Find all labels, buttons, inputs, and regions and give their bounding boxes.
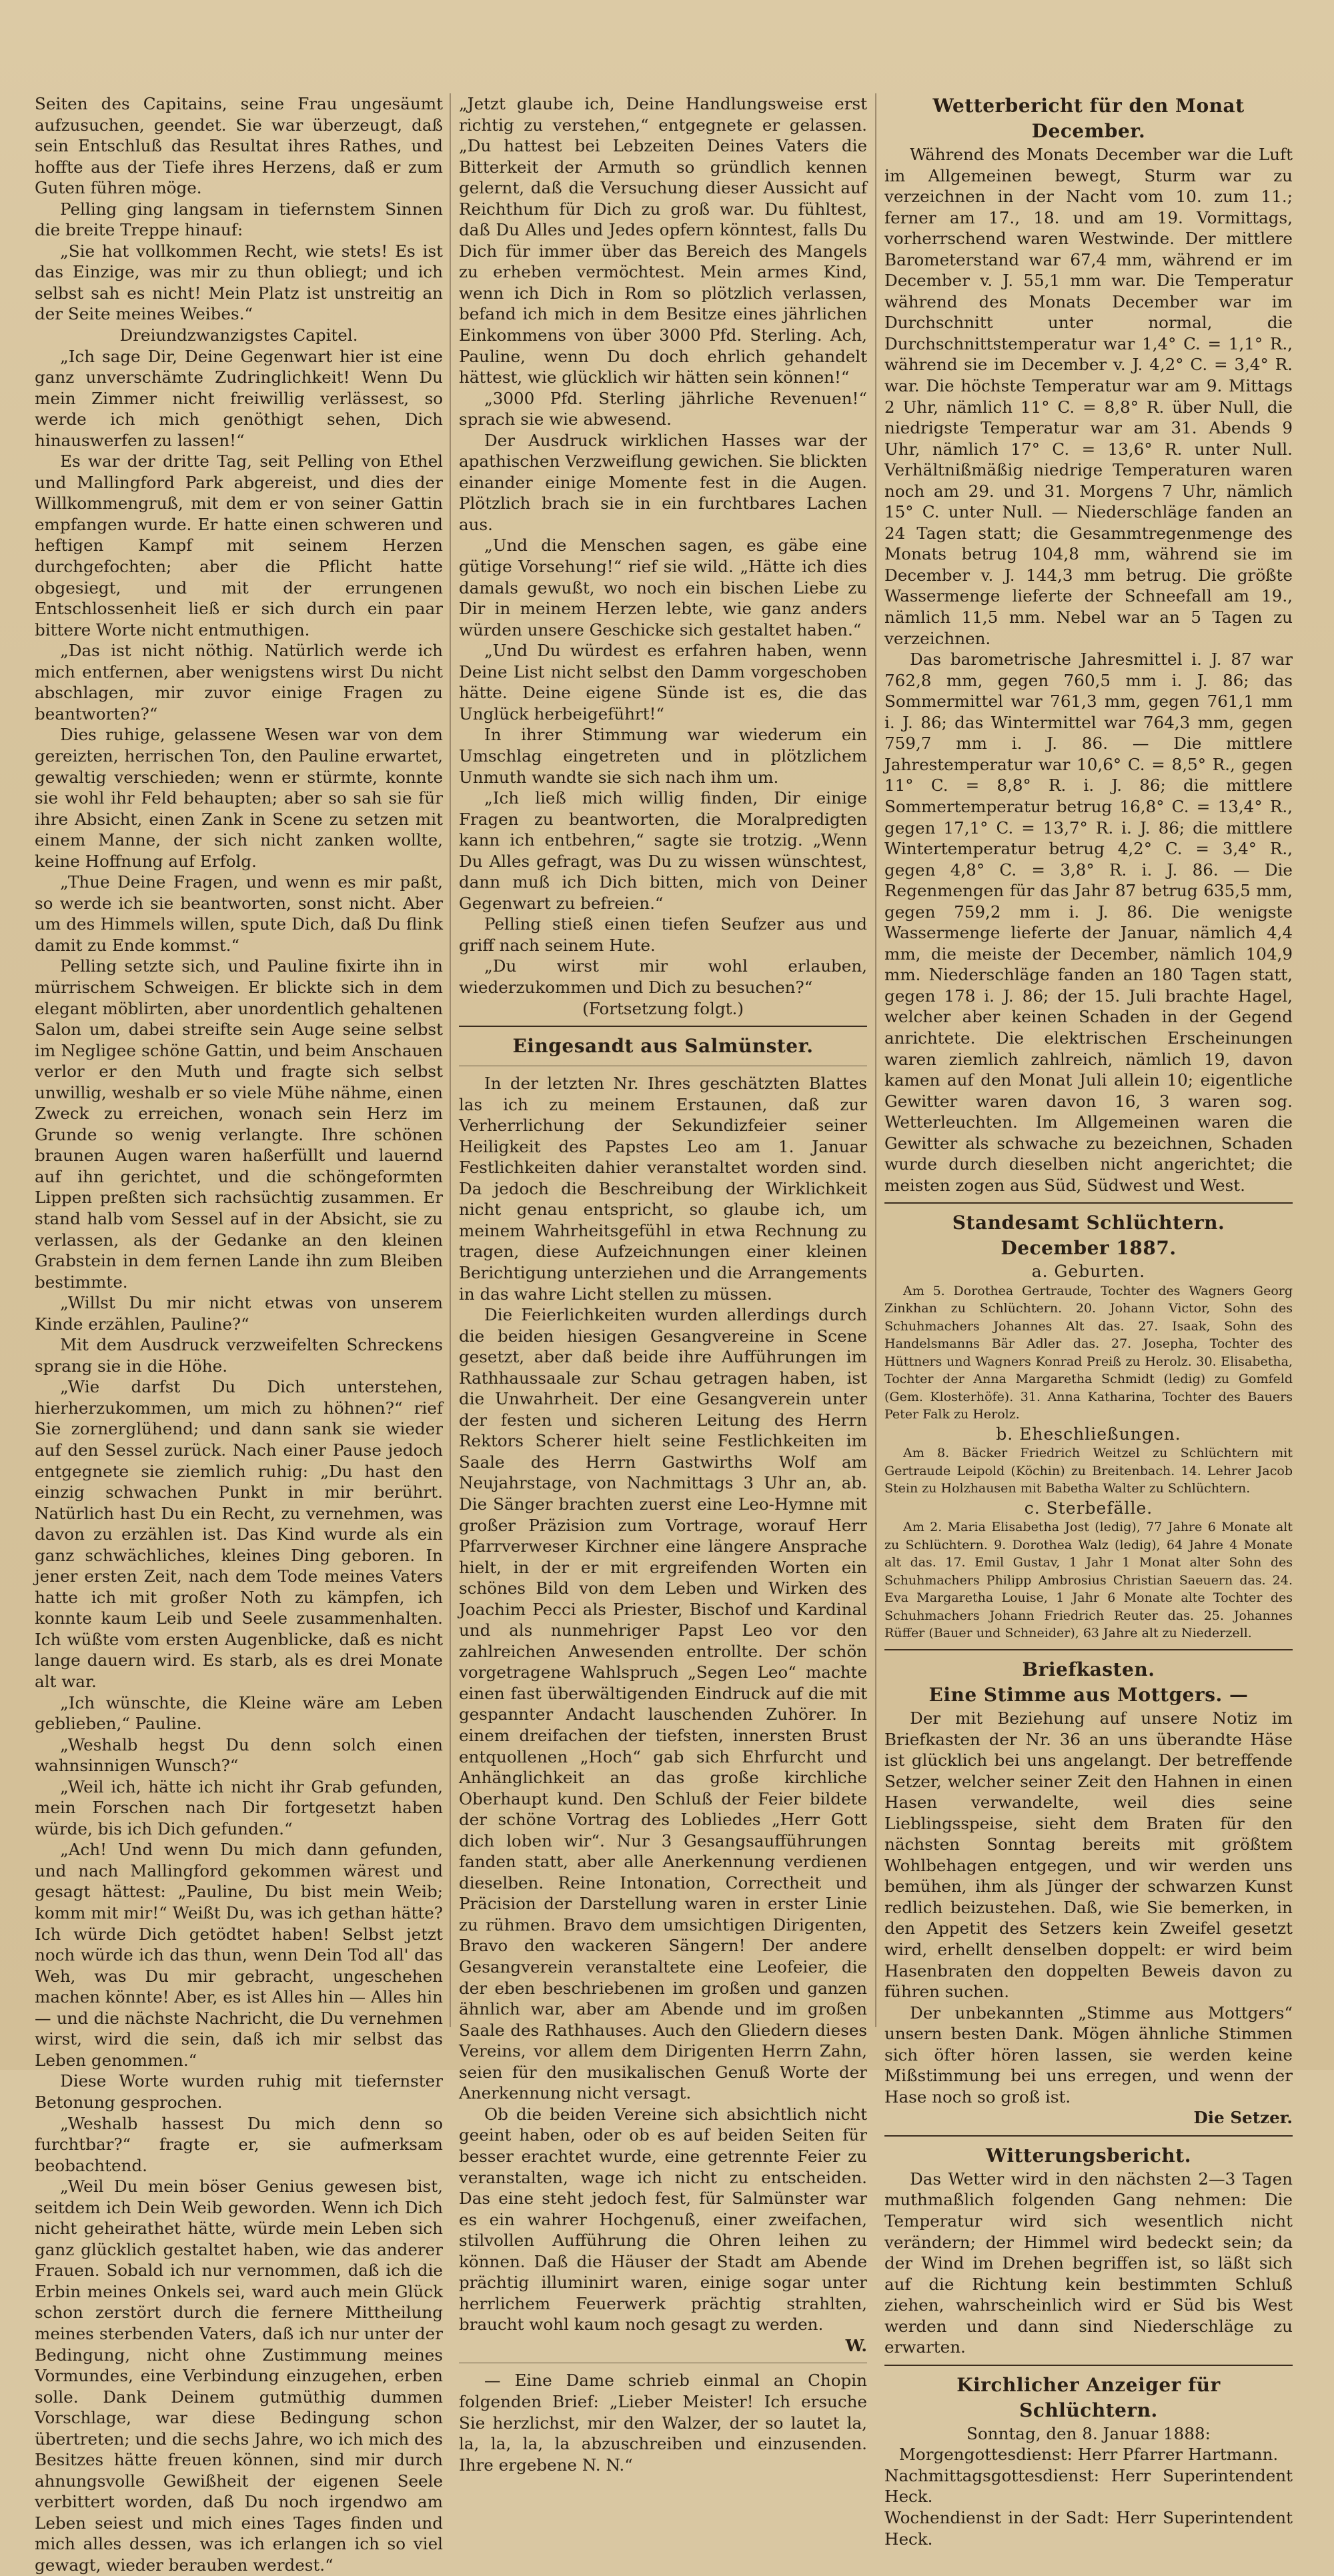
paragraph: „Weil Du mein böser Genius gewesen bist, seitdem ich Dein Weib geworden. Wenn ich Dich nicht geheirathet hätte, würde mein Leben sich ganz glücklich gestaltet haben, wie das anderer Frauen. Sobald ich nur vernommen, daß ich die Erbin meines Onkels sei, ward auch mein Glück schon zerstört durch die fernere Mittheilung meines sterbenden Vaters, daß ich nur unter der Bedingung, nicht ohne Zustimmung meines Vormundes, eine Verbindung einzugehen, erben solle. Dank Deinem gutmüthig dummen Vorschlage, war diese Bedingung schon übertreten; und die sechs Jahre, wo ich mich des Besitzes hätte freuen können, sind mir durch ahnungsvolle Gewißheit der eigenen Seele verbittert worden, daß Du noch irgendwo am Leben seiest und mich eines Tages finden und mich alles dessen, was ich erlangen ich so viel gewagt, wieder berauben werdest.“	[35, 2177, 443, 2575]
paragraph: „Wie darfst Du Dich unterstehen, hierherzukommen, um mich zu höhnen?“ rief Sie zornerglühend; und dann sank sie wieder auf den Sessel zurück. Nach einer Pause jedoch entgegnete sie ziemlich ruhig: „Du hast den einzig schwachen Punkt in mir berührt. Natürlich hast Du ein Recht, zu vernehmen, was davon zu erzählen ist. Das Kind wurde als ein ganz schwächliches, kleines Ding geboren. In jener ersten Zeit, nach dem Tode meines Vaters hatte ich mit großer Noth zu kämpfen, ich konnte kaum Leib und Seele zusammenhalten. Ich wüßte vom ersten Augenblicke, daß es nicht lange dauern wird. Es starb, als es drei Monate alt war.	[35, 1377, 443, 1692]
forecast-heading: Witterungsbericht.	[986, 2144, 1191, 2167]
births-heading: a. Geburten.	[1031, 1262, 1146, 1282]
paragraph: „Ich ließ mich willig finden, Dir einige Fragen zu beantworten, die Moralpredigten kann ich entbehren,“ sagte sie trotzig. „Wenn Du Alles gefragt, was Du zu wissen wünschtest, dann muß ich Dich bitten, mich von Deiner Gegenwart zu befreien.“	[459, 788, 867, 913]
section-divider	[459, 1026, 867, 1027]
column-2	[459, 93, 867, 2475]
paragraph: Diese Worte wurden ruhig mit tiefernster Betonung gesprochen.	[35, 2071, 443, 2112]
paragraph: „Weil ich, hätte ich nicht ihr Grab gefunden, mein Forschen nach Dir fortgesetzt haben würde, bis ich Dich gefunden.“	[35, 1776, 443, 1838]
letterbox-signature: Die Setzer.	[1193, 2108, 1293, 2128]
paragraph: In der letzten Nr. Ihres geschätzten Blattes las ich zu meinem Erstaunen, daß zur Verherrlichung der Sekundizfeier seiner Heiligkeit des Papstes Leo am 1. Januar Festlichkeiten dahier veranstaltet worden sind. Da jedoch die Beschreibung der Wirklichkeit nicht genau entspricht, so glaube ich, um meinem Wahrheitsgefühl in etwa Rechnung zu tragen, diese Aufzeichnungen einer kleinen Berichtigung unterziehen und die Arrangements in das wahre Licht stellen zu müssen.	[459, 1074, 867, 1304]
paragraph: „Du wirst mir wohl erlauben, wiederzukommen und Dich zu besuchen?“	[459, 956, 867, 997]
service-line: Nachmittagsgottesdienst: Herr Superintendent Heck.	[884, 2465, 1293, 2507]
paragraph: Ob die beiden Vereine sich absichtlich nicht geeint haben, oder ob es auf beiden Seiten für besser erachtet wurde, eine getrennte Feier zu veranstalten, wage ich nicht zu entscheiden. Das eine steht jedoch fest, für Salmünster war es ein wahrer Hochgenuß, einer zweifachen, stilvollen Aufführung die Ohren leihen zu können. Daß die Häuser der Stadt am Abende prächtig illuminirt waren, einige sogar unter herrlichem Feuerwerk prächtig strahlten, braucht wohl kaum noch gesagt zu werden.	[459, 2104, 867, 2335]
service-line: Wochendienst in der Sadt: Herr Superintendent Heck.	[884, 2508, 1293, 2549]
paragraph: „Weshalb hassest Du mich denn so furchtbar?“ fragte er, sie aufmerksam beobachtend.	[35, 2113, 443, 2175]
service-line: Morgengottesdienst: Herr Pfarrer Hartmann.	[898, 2445, 1279, 2465]
deaths-heading: c. Sterbefälle.	[1024, 1498, 1153, 1518]
paragraph: Dies ruhige, gelassene Wesen war von dem gereizten, herrischen Ton, den Pauline erwartet, gewaltig verschieden; wenn er stürmte, konnte sie wohl ihr Feld behaupten; aber so sah sie für ihre Absicht, einen Zank in Scene zu setzen mit einem Manne, der sich nicht zanken wollte, keine Hoffnung auf Erfolg.	[35, 725, 443, 871]
paragraph: „Ach! Und wenn Du mich dann gefunden, und nach Mallingford gekommen wärest und gesagt hättest: „Pauline, Du bist mein Weib; komm mit mir!“ Weißt Du, was ich gethan hätte? Ich würde Dich getödtet haben! Selbst jetzt noch würde ich das thun, wenn Dein Tod all' das Weh, was Du mir gebracht, ungeschehen machen könnte! Aber, es ist Alles hin — Alles hin — und die nächste Nachricht, die Du vernehmen wirst, wird die sein, daß ich mir selbst das Leben genommen.“	[35, 1840, 443, 2070]
column-rule-left	[450, 93, 451, 2027]
column-rule-right	[875, 93, 876, 2027]
registry-subheading: December 1887.	[1000, 1237, 1177, 1260]
church-notice-heading: Kirchlicher Anzeiger für Schlüchtern.	[956, 2373, 1221, 2421]
letterbox-heading: Briefkasten.	[1022, 1658, 1155, 1680]
paragraph: Pelling setzte sich, und Pauline fixirte ihn in mürrischem Schweigen. Er blickte sich in dem elegant möblirten, aber unordentlich gehaltenen Salon um, dabei streifte sein Auge seine selbst im Negligee schöne Gattin, und beim Anschauen verlor er den Muth und fragte sich selbst unwillig, weshalb er so viele Mühe nähme, einen Zweck zu erreichen, wonach sein Herz im Grunde so wenig verlangte. Ihre schönen braunen Augen waren haßerfüllt und lauernd auf ihn gerichtet, und die schöngeformten Lippen preßten sich rachsüchtig zusammen. Er stand halb vom Sessel auf in der Absicht, sie zu verlassen, als der Gedanke an den kleinen Grabstein in dem fernen Lande ihn zum Bleiben bestimmte.	[35, 956, 443, 1292]
weather-report-heading: Wetterbericht für den Monat December.	[932, 95, 1245, 142]
paragraph: Der Ausdruck wirklichen Hasses war der apathischen Verzweiflung gewichen. Sie blickten einander einige Momente fest in die Augen. Plötzlich brach sie in ein furchtbares Lachen aus.	[459, 430, 867, 534]
column-1	[35, 93, 443, 2575]
paragraph: Es war der dritte Tag, seit Pelling von Ethel und Mallingford Park abgereist, und dies der Willkommengruß, mit dem er von seiner Gattin empfangen wurde. Er hatte einen schweren und heftigen Kampf mit seinem Herzen durchgefochten; aber die Pflicht hatte obgesiegt, und mit der errungenen Entschlossenheit ließ er sich durch ein paar bittere Worte nicht entmuthigen.	[35, 451, 443, 639]
paragraph: „Und die Menschen sagen, es gäbe eine gütige Vorsehung!“ rief sie wild. „Hätte ich dies damals gewußt, wo noch ein bischen Liebe zu Dir in meinem Herzen lebte, wie ganz anders würden unsere Geschicke sich gestaltet haben.“	[459, 535, 867, 639]
paragraph: Der mit Beziehung auf unsere Notiz im Briefkasten der Nr. 36 an uns überandte Häse ist glücklich bei uns angelangt. Der betreffende Setzer, welcher seiner Zeit den Hahnen in einen Hasen verwandelte, weil dies seine Lieblingsspeise, sieht dem Braten für den nächsten Sonntag bereits mit größtem Wohlbehagen entgegen, und wir werden uns bemühen, ihm als Jünger der schwarzen Kunst redlich beizustehen. Daß, wie Sie bemerken, in den Appetit des Setzers kein Zweifel gesetzt wird, erhellt denselben doppelt: er wird beim Hasenbraten den doppelten Beweis davon zu führen suchen.	[884, 1708, 1293, 2002]
continuation-note: (Fortsetzung folgt.)	[582, 998, 744, 1018]
births-list: Am 5. Dorothea Gertraude, Tochter des Wagners Georg Zinkhan zu Schlüchtern. 20. Johann Victor, Sohn des Schuhmachers Johannes Alt das. 27. Isaak, Sohn des Handelsmanns Bär Adler das. 27. Josepha, Tochter des Hüttners und Wagners Konrad Preiß zu Herolz. 30. Elisabetha, Tochter der Anna Margaretha Schmidt (ledig) zu Gomfeld (Gem. Klosterhöfe). 31. Anna Katharina, Tochter des Bauers Peter Falk zu Herolz.	[884, 1283, 1293, 1422]
paragraph: „Ich wünschte, die Kleine wäre am Leben geblieben,“ Pauline.	[35, 1692, 443, 1734]
paragraph: Das barometrische Jahresmittel i. J. 87 war 762,8 mm, gegen 760,5 mm i. J. 86; das Sommermittel war 761,3 mm, gegen 761,1 mm i. J. 86; das Wintermittel war 764,3 mm, gegen 759,7 mm i. J. 86. — Die mittlere Jahrestemperatur war 10,6° C. = 8,5° R., gegen 11° C. = 8,8° R. i. J. 86; die mittlere Sommertemperatur betrug 16,8° C. = 13,4° R., gegen 17,1° C. = 13,7° R. i. J. 86; die mittlere Wintertemperatur betrug 4,2° C. = 3,4° R., gegen 4,8° C. = 3,8° R. i. J. 86. — Die Regenmengen für das Jahr 87 betrug 635,5 mm, gegen 759,2 mm i. J. 86. Die wenigste Wassermenge lieferte der Januar, nämlich 4,4 mm, die meiste der December, nämlich 104,9 mm. Niederschläge fanden an 180 Tagen statt, gegen 178 i. J. 86; der 15. Juli brachte Hagel, welcher aber keinen Schaden in der Gegend anrichtete. Die elektrischen Erscheinungen waren ziemlich zahlreich, nämlich 19, davon kamen auf den Monat Juli allein 10; eigentliche Gewitter waren davon 16, 3 waren sog. Wetterleuchten. Im Allgemeinen waren die Gewitter als schwache zu bezeichnen, Schaden wurde durch dieselben nicht angerichtet; die meisten zogen aus Süd, Südwest und West.	[884, 650, 1293, 1195]
deaths-list: Am 2. Maria Elisabetha Jost (ledig), 77 Jahre 6 Monate alt zu Schlüchtern. 9. Dorothea Walz (ledig), 64 Jahre 4 Monate alt das. 17. Emil Gustav, 1 Jahr 1 Monat alter Sohn des Schuhmachers Philipp Ambrosius Christian Saeuern das. 24. Eva Margaretha Louise, 1 Jahr 6 Monate alte Tochter des Schuhmachers Johann Friedrich Reuter das. 25. Johannes Rüffer (Bauer und Schneider), 63 Jahre alt zu Niederzell.	[884, 1520, 1293, 1641]
paragraph: Seiten des Capitains, seine Frau ungesäumt aufzusuchen, geendet. Sie war überzeugt, daß sein Entschluß das Resultat ihres Rathes, und hoffte aus der Tiefe ihres Herzens, daß er zum Guten führen möge.	[35, 94, 443, 198]
paragraph: „Das ist nicht nöthig. Natürlich werde ich mich entfernen, aber wenigstens wirst Du nicht abschlagen, mir zuvor einige Fragen zu beantworten?“	[35, 641, 443, 724]
paragraph: Pelling stieß einen tiefen Seufzer aus und griff nach seinem Hute.	[459, 914, 867, 955]
paragraph: Pelling ging langsam in tiefernstem Sinnen die breite Treppe hinauf:	[35, 199, 443, 240]
marriages-heading: b. Eheschließungen.	[996, 1424, 1181, 1444]
paragraph: Die Feierlichkeiten wurden allerdings durch die beiden hiesigen Gesangvereine in Scene gesetzt, aber daß beide ihre Aufführungen im Rathhaussaale zur Schau getragen haben, ist die Unwahrheit. Der eine Gesangverein unter der festen und sicheren Leitung des Herrn Rektors Scherer hielt seine Festlichkeiten im Saale des Herrn Gastwirths Wolf am Neujahrstage, von Nachmittags 3 Uhr an, ab. Die Sänger brachten zuerst eine Leo-Hymne mit großer Präzision zum Vortrage, worauf Herr Pfarrverweser Kirchner eine längere Ansprache hielt, in der er mit ergreifenden Worten ein schönes Bild von dem Leben und Wirken des Joachim Pecci als Priester, Bischof und Kardinal und als nunmehriger Papst Leo vor den zahlreichen Anwesenden entrollte. Der schön vorgetragene Wahlspruch „Segen Leo“ machte einen fast überwältigenden Eindruck auf die mit gespannter Andacht lauschenden Zuhörer. In einem dreifachen der tiefsten, innersten Brust entquollenen „Hoch“ gab sich Ehrfurcht und Anhänglichkeit an das große kirchliche Oberhaupt kund. Den Schluß der Feier bildete der schöne Vortrag des Lobliedes „Herr Gott dich loben wir“. Nur 3 Gesangsaufführungen fanden statt, aber alle Anerkennung verdienen dieselben. Reine Intonation, Correctheit und Präcision der Darstellung waren in erster Linie zu rühmen. Bravo dem umsichtigen Dirigenten, Bravo den wackeren Sängern! Der andere Gesangverein veranstaltete eine Leofeier, die der eben beschriebenen im großen und ganzen ähnlich war, aber am Abende und im großen Saale des Rathhauses. Auch den Gliedern dieses Vereins, vor allem dem Dirigenten Herrn Zahn, seien für den musikalischen Genuß Worte der Anerkennung nicht versagt.	[459, 1305, 867, 2103]
paragraph: — Eine Dame schrieb einmal an Chopin folgenden Brief: „Lieber Meister! Ich ersuche Sie herzlichst, mir den Walzer, der so lautet la, la, la, la, la abzuschreiben und einzusenden. Ihre ergebene N. N.“	[459, 2371, 867, 2475]
paragraph: „Ich sage Dir, Deine Gegenwart hier ist eine ganz unverschämte Zudringlichkeit! Wenn Du mein Zimmer nicht freiwillig verlässest, so werde ich mich genöthigt sehen, Dich hinauswerfen zu lassen!“	[35, 346, 443, 450]
chapter-heading: Dreiundzwanzigstes Capitel.	[119, 325, 358, 345]
paragraph: Während des Monats December war die Luft im Allgemeinen bewegt, Sturm war zu verzeichnen in der Nacht vom 10. zum 11.; ferner am 17., 18. und am 19. Vormittags, vorherrschend waren Westwinde. Der mittlere Barometerstand war 67,4 mm, während er im December v. J. 55,1 mm war. Die Temperatur während des Monats December war im Durchschnitt unter normal, die Durchschnittstemperatur war 1,4° C. = 1,1° R., während sie im December v. J. 4,2° C. = 3,4° R. war. Die höchste Temperatur war am 9. Mittags 2 Uhr, nämlich 11° C. = 8,8° R. über Null, die niedrigste Temperatur war am 31. Abends 9 Uhr, nämlich 17° C. = 13,6° R. unter Null. Verhältnißmäßig niedrige Temperaturen waren noch am 29. und 31. Morgens 7 Uhr, nämlich 15° C. unter Null. — Niederschläge fanden an 24 Tagen statt; die Gesammtregenmenge des Monats betrug 104,8 mm, während sie im December v. J. 144,3 mm betrug. Die größte Wassermenge lieferte der Schneefall am 19., nämlich 11,5 mm. Nebel war an 5 Tagen zu verzeichnen.	[884, 145, 1293, 648]
paragraph: „3000 Pfd. Sterling jährliche Revenuen!“ sprach sie wie abwesend.	[459, 388, 867, 429]
registry-heading: Standesamt Schlüchtern.	[952, 1212, 1225, 1234]
paragraph: „Willst Du mir nicht etwas von unserem Kinde erzählen, Pauline?“	[35, 1293, 443, 1334]
section-divider	[884, 1649, 1293, 1650]
letterbox-subheading: Eine Stimme aus Mottgers. —	[928, 1683, 1249, 1706]
section-divider	[884, 2135, 1293, 2137]
section-divider	[884, 1202, 1293, 1204]
section-divider	[884, 2365, 1293, 2366]
paragraph: In ihrer Stimmung war wiederum ein Umschlag eingetreten und in plötzlichem Unmuth wandte sie sich nach ihm um.	[459, 725, 867, 787]
paragraph: Der unbekannten „Stimme aus Mottgers“ unsern besten Dank. Mögen ähnliche Stimmen sich öfter hören lassen, sie werden keine Mißstimmung bei uns erregen, und wenn der Hase noch so groß ist.	[884, 2003, 1293, 2107]
paragraph: „Weshalb hegst Du denn solch einen wahnsinnigen Wunsch?“	[35, 1734, 443, 1776]
church-date: Sonntag, den 8. Januar 1888:	[966, 2423, 1211, 2443]
paragraph: „Sie hat vollkommen Recht, wie stets! Es ist das Einzige, was mir zu thun obliegt; und ich selbst sah es nicht! Mein Platz ist unstreitig an der Seite meines Weibes.“	[35, 241, 443, 324]
paragraph: Das Wetter wird in den nächsten 2—3 Tagen muthmaßlich folgenden Gang nehmen: Die Temperatur wird sich wesentlich nicht verändern; der Himmel wird bedeckt sein; da der Wind im Drehen begriffen ist, so läßt sich auf die Richtung kein bestimmten Schluß ziehen, wahrscheinlich wird er Süd bis West werden und dann sind Niederschläge zu erwarten.	[884, 2169, 1293, 2357]
paragraph: „Thue Deine Fragen, und wenn es mir paßt, so werde ich sie beantworten, sonst nicht. Aber um des Himmels willen, spute Dich, daß Du flink damit zu Ende kommst.“	[35, 872, 443, 955]
article-signature: W.	[845, 2335, 867, 2355]
article-heading: Eingesandt aus Salmünster.	[512, 1035, 814, 1058]
paragraph: Mit dem Ausdruck verzweifelten Schreckens sprang sie in die Höhe.	[35, 1335, 443, 1376]
marriages-list: Am 8. Bäcker Friedrich Weitzel zu Schlüchtern mit Gertraude Leipold (Köchin) zu Breitenbach. 14. Lehrer Jacob Stein zu Holzhausen mit Babetha Walter zu Schlüchtern.	[884, 1446, 1293, 1496]
column-3	[884, 93, 1293, 2549]
paragraph: „Und Du würdest es erfahren haben, wenn Deine List nicht selbst den Damm vorgeschoben hätte. Deine eigene Sünde ist es, die das Unglück herbeigeführt!“	[459, 641, 867, 724]
paragraph: „Jetzt glaube ich, Deine Handlungsweise erst richtig zu verstehen,“ entgegnete er gelassen. „Du hattest bei Lebzeiten Deines Vaters die Bitterkeit der Armuth so gründlich kennen gelernt, daß die Versuchung dieser Aussicht auf Reichthum für Dich zu groß war. Du fühltest, daß Du Alles und Jedes opfern könntest, falls Du Dich für immer über das Bereich des Mangels zu erheben vermöchtest. Mein armes Kind, wenn ich Dich in Rom so plötzlich verlassen, befand ich mich in dem Besitze eines jährlichen Einkommens von über 3000 Pfd. Sterling. Ach, Pauline, wenn Du doch ehrlich gehandelt hättest, wie glücklich wir hätten sein können!“	[459, 94, 867, 387]
